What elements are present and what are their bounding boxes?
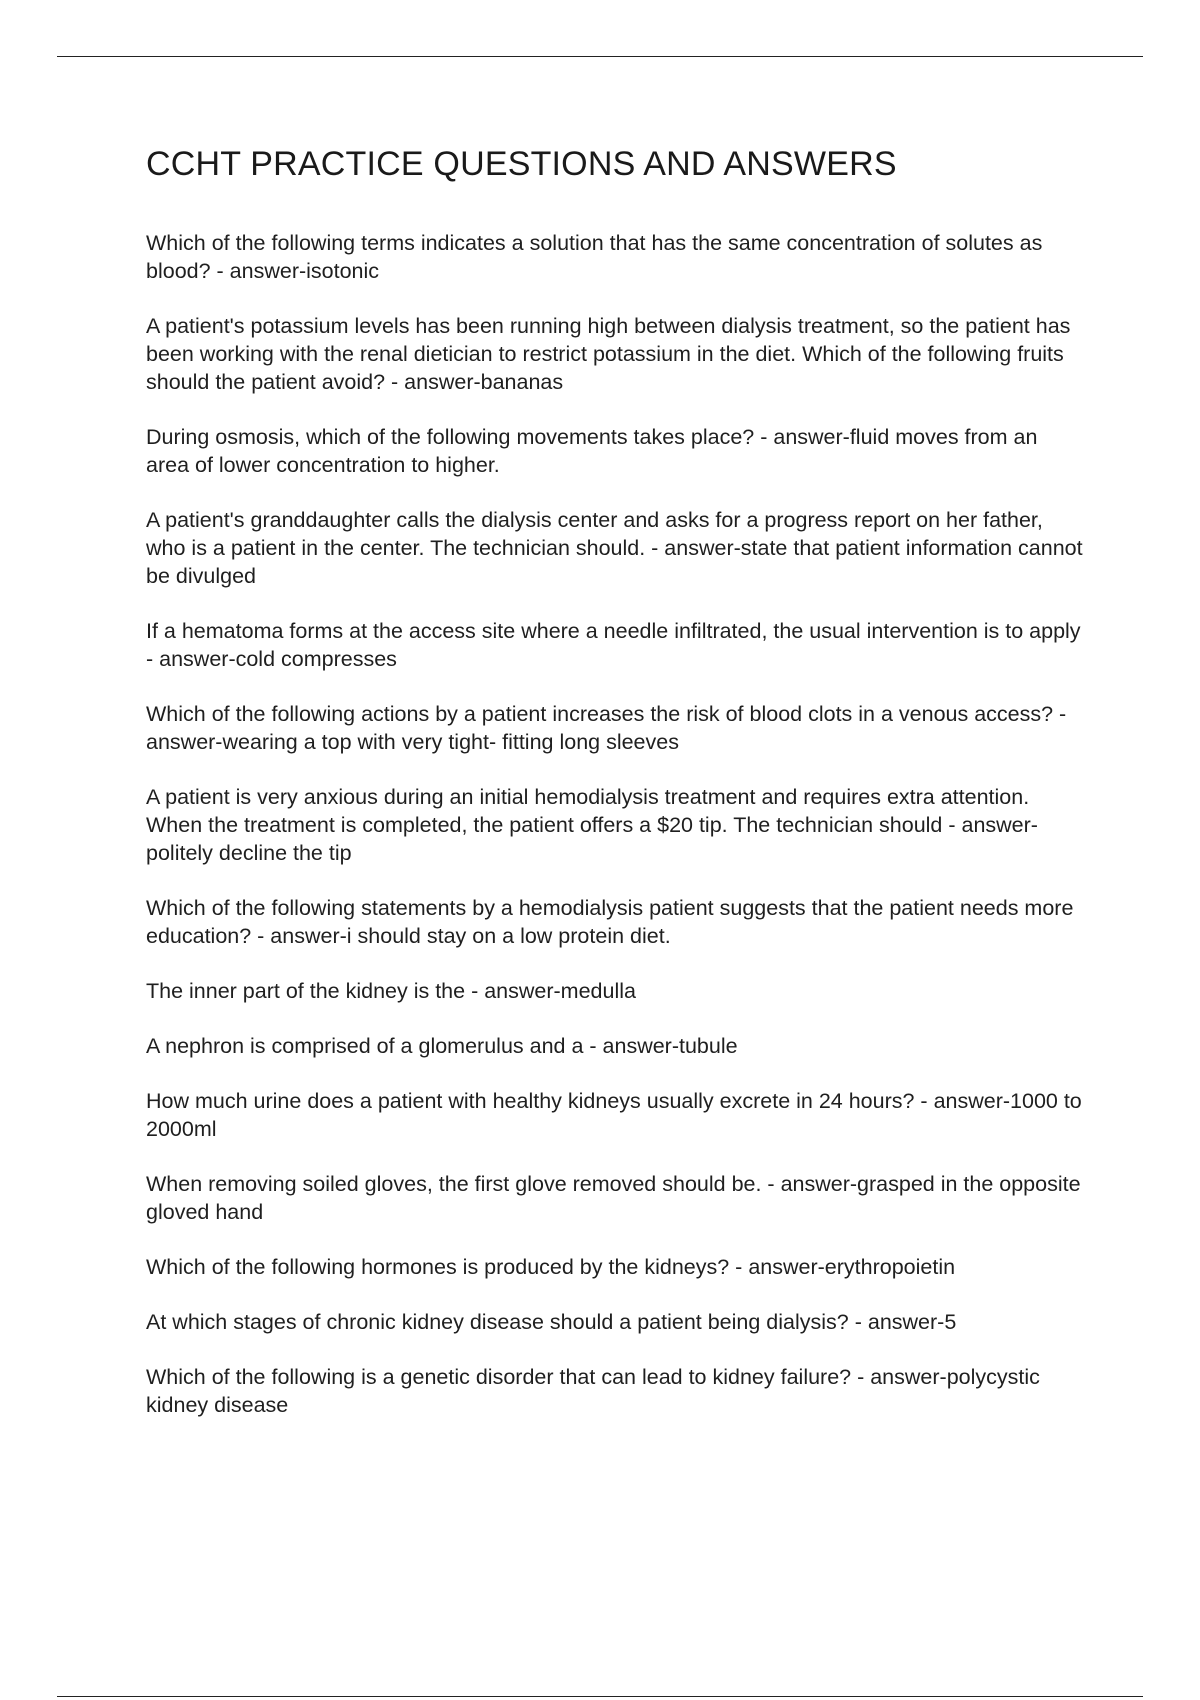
qa-list	[146, 229, 1086, 1419]
qa-item: During osmosis, which of the following movements takes place? - answer-fluid moves from an area of lower concentration to higher.	[146, 425, 1038, 477]
page-content	[146, 140, 1086, 1446]
qa-item: A patient's granddaughter calls the dialysis center and asks for a progress report on her father, who is a patient in the center. The technician should. - answer-state that patient information cannot be divulged	[146, 508, 1083, 588]
qa-item: The inner part of the kidney is the - answer-medulla	[146, 979, 636, 1003]
qa-item: Which of the following is a genetic disorder that can lead to kidney failure? - answer-polycystic kidney disease	[146, 1365, 1040, 1417]
qa-item: Which of the following actions by a patient increases the risk of blood clots in a venous access? - answer-wearing a top with very tight- fitting long sleeves	[146, 702, 1067, 754]
qa-item: Which of the following hormones is produced by the kidneys? - answer-erythropoietin	[146, 1255, 956, 1279]
qa-item: Which of the following statements by a hemodialysis patient suggests that the patient needs more education? - answer-i should stay on a low protein diet.	[146, 896, 1074, 948]
page-title: CCHT PRACTICE QUESTIONS AND ANSWERS	[146, 145, 897, 183]
qa-item: When removing soiled gloves, the first glove removed should be. - answer-grasped in the opposite gloved hand	[146, 1172, 1081, 1224]
qa-item: At which stages of chronic kidney disease should a patient being dialysis? - answer-5	[146, 1310, 957, 1334]
qa-item: A patient is very anxious during an initial hemodialysis treatment and requires extra attention. When the treatment is completed, the patient offers a $20 tip. The technician should - answer-politely decline the tip	[146, 785, 1038, 865]
qa-item: A nephron is comprised of a glomerulus and a - answer-tubule	[146, 1034, 738, 1058]
qa-item: How much urine does a patient with healthy kidneys usually excrete in 24 hours? - answer-1000 to 2000ml	[146, 1089, 1082, 1141]
bottom-divider	[57, 1696, 1143, 1697]
qa-item: Which of the following terms indicates a solution that has the same concentration of solutes as blood? - answer-isotonic	[146, 231, 1043, 283]
qa-item: If a hematoma forms at the access site where a needle infiltrated, the usual intervention is to apply - answer-cold compresses	[146, 619, 1081, 671]
top-divider	[57, 56, 1143, 57]
qa-item: A patient's potassium levels has been running high between dialysis treatment, so the patient has been working with the renal dietician to restrict potassium in the diet. Which of the following fruits should the patient avoid? - answer-bananas	[146, 314, 1071, 394]
